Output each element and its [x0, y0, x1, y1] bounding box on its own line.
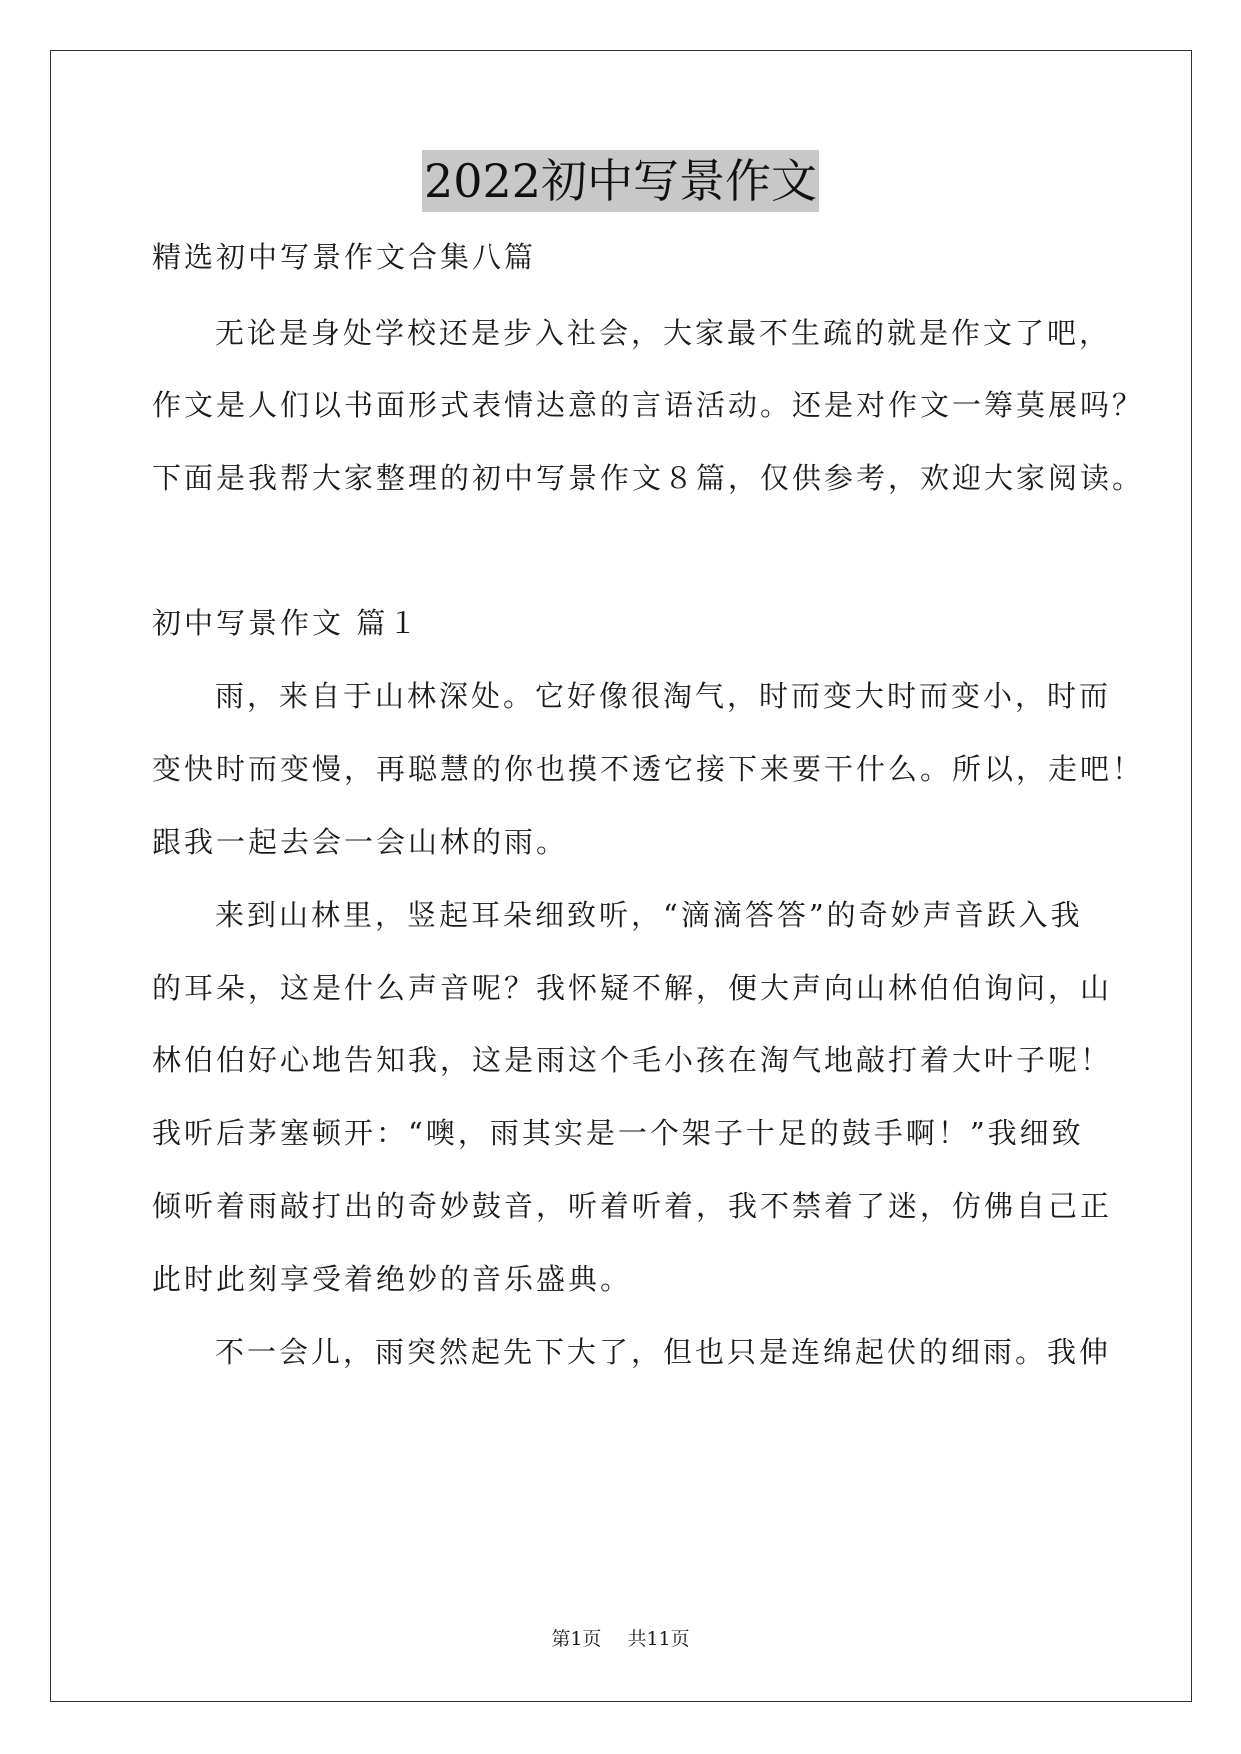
paragraph-line: 不一会儿，雨突然起先下大了，但也只是连绵起伏的细雨。我伸 — [215, 1335, 1112, 1369]
intro-line: 作文是人们以书面形式表情达意的言语活动。还是对作文一筹莫展吗？ — [152, 388, 1145, 422]
total-pages: 共11页 — [627, 1628, 690, 1650]
document-title: 2022初中写景作文 — [422, 150, 819, 212]
paragraph-line: 雨，来自于山林深处。它好像很淘气，时而变大时而变小，时而 — [215, 679, 1112, 713]
paragraph-line: 来到山林里，竖起耳朵细致听，“滴滴答答”的奇妙声音跃入我 — [215, 898, 1083, 932]
intro-line: 无论是身处学校还是步入社会，大家最不生疏的就是作文了吧， — [215, 316, 1112, 350]
paragraph-line: 倾听着雨敲打出的奇妙鼓音，听着听着，我不禁着了迷，仿佛自己正 — [152, 1189, 1113, 1223]
page-border — [50, 50, 1192, 1702]
page-number: 第1页 — [551, 1628, 602, 1650]
section-heading: 初中写景作文 篇１ — [152, 606, 421, 640]
paragraph-line: 跟我一起去会一会山林的雨。 — [152, 825, 569, 859]
title-container — [0, 150, 1241, 212]
page-footer — [0, 1626, 1241, 1652]
paragraph-line: 我听后茅塞顿开：“噢，雨其实是一个架子十足的鼓手啊！”我细致 — [152, 1116, 1084, 1150]
paragraph-line: 变快时而变慢，再聪慧的你也摸不透它接下来要干什么。所以，走吧！ — [152, 752, 1145, 786]
paragraph-line: 此时此刻享受着绝妙的音乐盛典。 — [152, 1262, 633, 1296]
intro-line: 下面是我帮大家整理的初中写景作文８篇，仅供参考，欢迎大家阅读。 — [152, 461, 1145, 495]
subtitle: 精选初中写景作文合集八篇 — [152, 240, 537, 274]
paragraph-line: 林伯伯好心地告知我，这是雨这个毛小孩在淘气地敲打着大叶子呢！ — [152, 1043, 1113, 1077]
paragraph-line: 的耳朵，这是什么声音呢？我怀疑不解，便大声向山林伯伯询问，山 — [152, 971, 1113, 1005]
